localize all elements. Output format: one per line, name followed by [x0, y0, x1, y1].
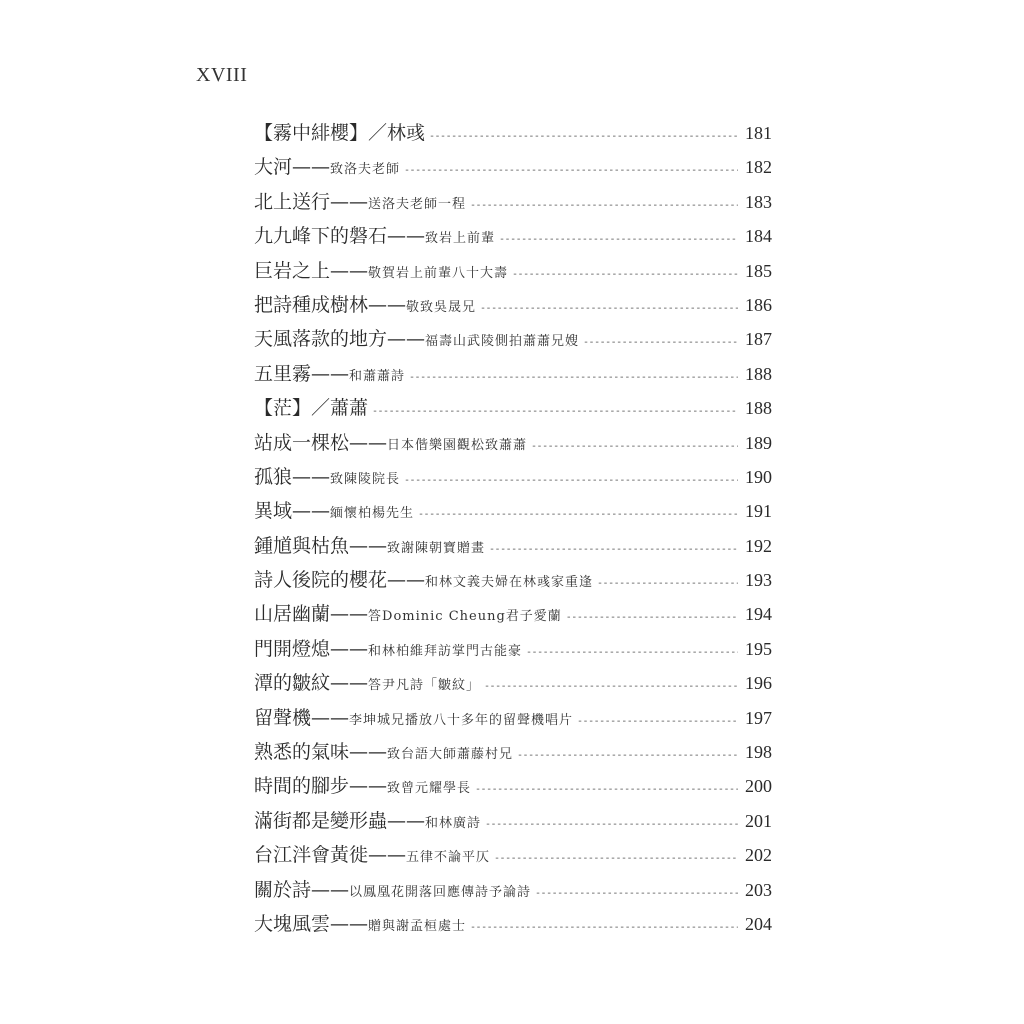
entry-subtitle: 五律不論平仄: [406, 850, 491, 866]
entry-page-number: 203: [745, 879, 772, 900]
dot-leader: [535, 877, 738, 911]
toc-entry: [254, 254, 772, 288]
entry-page-number: 183: [745, 191, 772, 212]
entry-title: 【霧中緋櫻】／林彧: [254, 122, 426, 144]
entry-page-number: 198: [745, 742, 772, 763]
entry-subtitle: 答Dominic Cheung君子愛蘭: [368, 609, 562, 625]
entry-title: 大塊風雲——: [254, 912, 369, 935]
entry-subtitle: 答尹凡詩「皺紋」: [368, 678, 481, 694]
entry-page-number: 182: [745, 157, 772, 178]
toc-entry: [254, 907, 772, 941]
entry-subtitle: 致陳陵院長: [330, 471, 401, 487]
dot-leader: [583, 326, 738, 360]
dot-leader: [494, 842, 738, 876]
entry-subtitle: 贈與謝孟桓處士: [368, 918, 467, 934]
entry-title: 把詩種成樹林——: [254, 293, 407, 316]
dot-leader: [409, 361, 738, 395]
entry-title: 天風落款的地方——: [254, 328, 426, 351]
entry-subtitle: 李坤城兄播放八十多年的留聲機唱片: [349, 712, 574, 728]
entry-title: 站成一棵松——: [254, 431, 388, 454]
dot-leader: [404, 464, 738, 498]
entry-page-number: 192: [745, 535, 772, 556]
entry-title: 滿街都是變形蟲——: [254, 809, 426, 832]
entry-page-number: 184: [745, 226, 772, 247]
toc-entry: [254, 426, 772, 460]
dot-leader: [512, 258, 738, 292]
entry-title: 巨岩之上——: [254, 259, 369, 282]
entry-title: 九九峰下的磐石——: [254, 225, 426, 248]
entry-title: 熟悉的氣味——: [254, 741, 388, 764]
entry-title: 大河——: [254, 156, 331, 179]
toc-entry: [254, 185, 772, 219]
toc-entry: [254, 873, 772, 907]
entry-title: 異域——: [254, 500, 331, 523]
entry-page-number: 200: [745, 776, 772, 797]
toc-entry: [254, 735, 772, 769]
entry-title: 留聲機——: [254, 706, 350, 729]
table-of-contents: [254, 116, 772, 941]
entry-subtitle: 敬賀岩上前輩八十大壽: [368, 265, 509, 281]
entry-title: 詩人後院的櫻花——: [254, 569, 426, 592]
toc-entry: [254, 288, 772, 322]
dot-leader: [499, 223, 738, 257]
toc-entry: [254, 769, 772, 803]
entry-title: 北上送行——: [254, 190, 369, 213]
toc-entry: [254, 391, 772, 425]
entry-page-number: 195: [745, 638, 772, 659]
entry-title: 鍾馗與枯魚——: [254, 534, 388, 557]
entry-subtitle: 日本偕樂園觀松致蕭蕭: [387, 437, 528, 453]
toc-entry: [254, 219, 772, 253]
entry-title: 關於詩——: [254, 878, 350, 901]
entry-page-number: 181: [745, 123, 772, 143]
entry-subtitle: 致岩上前輩: [425, 231, 496, 247]
toc-entry: [254, 529, 772, 563]
dot-leader: [577, 705, 738, 739]
entry-title: 山居幽蘭——: [254, 603, 369, 626]
entry-page-number: 204: [745, 913, 772, 934]
entry-page-number: 196: [745, 673, 772, 694]
dot-leader: [597, 567, 738, 601]
dot-leader: [517, 739, 738, 773]
entry-page-number: 193: [745, 570, 772, 591]
toc-entry: [254, 460, 772, 494]
dot-leader: [372, 395, 738, 429]
entry-page-number: 186: [745, 294, 772, 315]
dot-leader: [475, 773, 738, 807]
dot-leader: [418, 498, 738, 532]
toc-entry: [254, 322, 772, 356]
toc-entry: [254, 494, 772, 528]
entry-subtitle: 福壽山武陵側拍蕭蕭兄嫂: [425, 334, 580, 350]
entry-subtitle: 和林廣詩: [425, 815, 482, 831]
entry-subtitle: 致洛夫老師: [330, 162, 401, 178]
toc-entry: [254, 563, 772, 597]
entry-page-number: 191: [745, 501, 772, 522]
toc-entry: [254, 701, 772, 735]
entry-title: 潭的皺紋——: [254, 672, 369, 695]
entry-page-number: 202: [745, 845, 772, 866]
dot-leader: [526, 636, 738, 670]
entry-subtitle: 和林柏維拜訪掌門古能豪: [368, 643, 523, 659]
entry-page-number: 190: [745, 466, 772, 487]
dot-leader: [470, 189, 738, 223]
entry-subtitle: 緬懷柏楊先生: [330, 506, 415, 522]
entry-subtitle: 和蕭蕭詩: [349, 368, 406, 384]
entry-page-number: 185: [745, 260, 772, 281]
entry-page-number: 188: [745, 363, 772, 384]
dot-leader: [429, 120, 738, 154]
toc-entry: [254, 804, 772, 838]
dot-leader: [480, 292, 738, 326]
dot-leader: [566, 601, 738, 635]
toc-entry: [254, 838, 772, 872]
dot-leader: [485, 808, 738, 842]
toc-entry: [254, 597, 772, 631]
entry-page-number: 187: [745, 329, 772, 350]
toc-entry: [254, 666, 772, 700]
entry-page-number: 189: [745, 432, 772, 453]
entry-subtitle: 敬致吳晟兄: [406, 299, 477, 315]
page-number: XVIII: [196, 64, 248, 86]
entry-page-number: 197: [745, 707, 772, 728]
entry-title: 【茫】／蕭蕭: [254, 397, 369, 420]
entry-title: 台江泮會黃徙——: [254, 844, 407, 867]
dot-leader: [470, 911, 738, 945]
toc-entry: [254, 150, 772, 184]
dot-leader: [489, 533, 738, 567]
entry-title: 孤狼——: [254, 465, 331, 488]
entry-subtitle: 致台語大師蕭藤村兄: [387, 747, 514, 763]
entry-title: 五里霧——: [254, 362, 350, 385]
entry-subtitle: 和林文義夫婦在林彧家重逢: [425, 575, 594, 591]
entry-subtitle: 以鳳凰花開落回應傳詩予論詩: [349, 884, 532, 900]
toc-entry: [254, 357, 772, 391]
entry-subtitle: 致曾元耀學長: [387, 781, 472, 797]
entry-page-number: 188: [745, 398, 772, 419]
dot-leader: [531, 430, 738, 464]
entry-subtitle: 致謝陳朝寶贈畫: [387, 540, 486, 556]
entry-page-number: 194: [745, 604, 772, 625]
toc-entry: [254, 632, 772, 666]
entry-page-number: 201: [745, 810, 772, 831]
dot-leader: [404, 154, 738, 188]
entry-subtitle: 送洛夫老師一程: [368, 196, 467, 212]
dot-leader: [484, 670, 738, 704]
toc-entry: [254, 116, 772, 150]
entry-title: 時間的腳步——: [254, 775, 388, 798]
entry-title: 門開燈熄——: [254, 637, 369, 660]
